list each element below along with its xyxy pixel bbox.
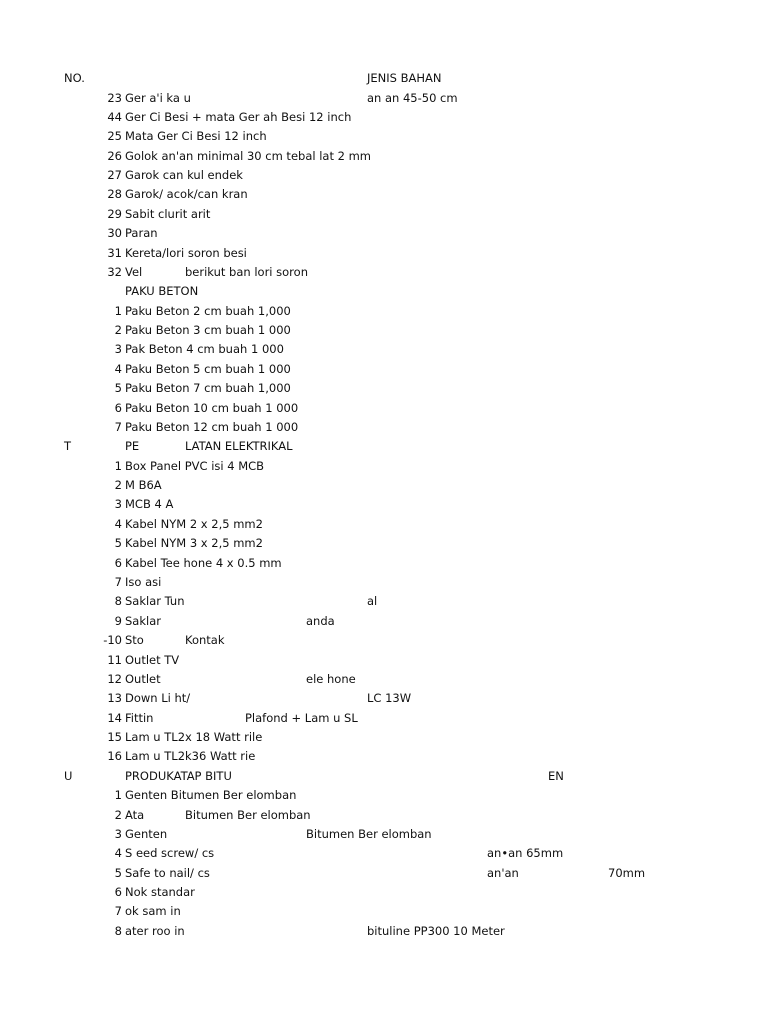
table-row (0, 244, 768, 263)
row-number: 6 (114, 555, 122, 570)
table-row (0, 825, 768, 844)
table-row (0, 418, 768, 437)
item-name: ok sam in (125, 904, 181, 919)
row-number: 25 (107, 129, 122, 144)
item-name: Ata (125, 807, 145, 822)
table-row (0, 844, 768, 863)
table-row (0, 534, 768, 553)
table-row (0, 263, 768, 282)
item-name: Paku Beton 5 cm buah 1 000 (125, 361, 291, 376)
row-number: 8 (114, 923, 122, 938)
row-number: 27 (107, 168, 122, 183)
row-number: 14 (107, 710, 122, 725)
table-row (0, 457, 768, 476)
item-detail: ele hone (306, 671, 356, 686)
table-row (0, 573, 768, 592)
item-name: Safe to nail/ cs (125, 865, 210, 880)
table-row (0, 554, 768, 573)
item-name: Paku Beton 10 cm buah 1 000 (125, 400, 299, 415)
table-row (0, 340, 768, 359)
item-name: Saklar Tun (125, 594, 185, 609)
row-number: 15 (107, 730, 122, 745)
item-name: ater roo in (125, 923, 185, 938)
item-name: Sto (125, 633, 144, 648)
row-number: 44 (107, 109, 122, 124)
row-number: 30 (107, 226, 122, 241)
item-name: MCB 4 A (125, 497, 174, 512)
item-name: Paku Beton 12 cm buah 1 000 (125, 419, 299, 434)
item-detail: berikut ban lori soron (185, 264, 308, 279)
row-number: 4 (114, 846, 122, 861)
row-number: 3 (114, 826, 122, 841)
item-name: Genten (125, 826, 168, 841)
item-name: Golok an'an minimal 30 cm tebal lat 2 mm (125, 148, 371, 163)
row-number: 26 (107, 148, 122, 163)
row-number: 3 (114, 342, 122, 357)
row-number: 29 (107, 206, 122, 221)
item-detail: EN (548, 768, 564, 783)
row-number: 9 (114, 613, 122, 628)
item-name: Nok standar (125, 885, 195, 900)
table-row (0, 437, 768, 456)
row-number: 8 (114, 594, 122, 609)
row-number: 31 (107, 245, 122, 260)
row-number: 3 (114, 497, 122, 512)
row-number: 4 (114, 361, 122, 376)
table-row (0, 786, 768, 805)
table-row (0, 282, 768, 301)
item-detail: anda (306, 613, 335, 628)
table-row (0, 651, 768, 670)
table-row (0, 689, 768, 708)
row-number: 7 (114, 575, 122, 589)
item-detail: LC 13W (367, 691, 412, 706)
row-number: 2 (114, 323, 122, 338)
row-number: 7 (114, 419, 122, 434)
table-row (0, 902, 768, 921)
item-name: Kereta/lori soron besi (125, 245, 247, 260)
row-number: 7 (114, 904, 122, 919)
table-row (0, 747, 768, 766)
row-number: 23 (107, 90, 122, 105)
item-name: Paku Beton 7 cm buah 1,000 (125, 381, 291, 396)
item-name: PRODUKATAP BITU (125, 768, 232, 783)
row-number: 32 (107, 264, 122, 279)
table-row (0, 728, 768, 747)
item-name: Pak Beton 4 cm buah 1 000 (125, 342, 284, 357)
row-number: 16 (107, 749, 122, 764)
item-name: Vel (125, 264, 143, 279)
item-name: Down Li ht/ (125, 691, 191, 706)
item-detail: al (367, 594, 378, 609)
item-name: Paku Beton 3 cm buah 1 000 (125, 323, 291, 338)
table-row (0, 108, 768, 127)
row-number: 6 (114, 885, 122, 900)
row-number: 5 (114, 865, 122, 880)
table-row (0, 360, 768, 379)
item-name: Saklar (125, 613, 161, 628)
item-name: Garok/ acok/can kran (125, 187, 248, 202)
item-name: Paran (125, 226, 158, 241)
table-row (0, 709, 768, 728)
row-number: 28 (107, 187, 122, 202)
row-number: 13 (107, 691, 122, 706)
row-number: 1 (114, 788, 122, 803)
table-row (0, 806, 768, 825)
table-row (0, 883, 768, 902)
row-number: 11 (107, 652, 122, 667)
item-name: Outlet TV (125, 652, 180, 667)
item-name: Mata Ger Ci Besi 12 inch (125, 129, 267, 144)
item-name: Ger Ci Besi + mata Ger ah Besi 12 inch (125, 109, 352, 124)
table-row (0, 379, 768, 398)
section-letter: U (64, 768, 73, 783)
item-name: Lam u TL2k36 Watt rie (125, 749, 256, 764)
item-detail: bituline PP300 10 Meter (367, 923, 505, 938)
item-name: M B6A (125, 478, 162, 493)
item-detail: Bitumen Ber elomban (185, 807, 311, 822)
item-detail: an an 45-50 cm (367, 90, 458, 105)
table-row (0, 147, 768, 166)
table-row (0, 185, 768, 204)
table-row (0, 495, 768, 514)
item-detail: LATAN ELEKTRIKAL (185, 439, 293, 454)
item-name: Kabel NYM 2 x 2,5 mm2 (125, 516, 263, 531)
header-row (0, 69, 768, 88)
item-detail: Kontak (185, 633, 225, 648)
table-row (0, 166, 768, 185)
item-name: Sabit clurit arit (125, 206, 211, 221)
item-name: Outlet (125, 671, 161, 686)
table-row (0, 476, 768, 495)
item-detail: Bitumen Ber elomban (306, 826, 432, 841)
row-number: 12 (107, 671, 122, 686)
item-name: Iso asi (125, 575, 162, 589)
row-number: 6 (114, 400, 122, 415)
table-row (0, 399, 768, 418)
item-name: Kabel NYM 3 x 2,5 mm2 (125, 536, 263, 551)
table-row (0, 612, 768, 631)
row-number: 5 (114, 536, 122, 551)
item-name: PAKU BETON (125, 284, 199, 299)
item-name: Fittin (125, 710, 154, 725)
table-row (0, 127, 768, 146)
section-letter: T (64, 439, 72, 454)
table-row (0, 224, 768, 243)
item-name: S eed screw/ cs (125, 846, 215, 861)
item-detail: an•an 65mm (487, 846, 564, 861)
table-row (0, 767, 768, 786)
table-row (0, 205, 768, 224)
table-row (0, 89, 768, 108)
table-row (0, 631, 768, 650)
table-row (0, 922, 768, 941)
item-name: Genten Bitumen Ber elomban (125, 788, 297, 803)
row-number: 1 (114, 303, 122, 318)
item-name: Ger a'i ka u (125, 90, 191, 105)
row-number: 2 (114, 478, 122, 493)
header-no: NO. (64, 71, 85, 85)
table-row (0, 592, 768, 611)
row-number: 2 (114, 807, 122, 822)
row-number: 5 (114, 381, 122, 396)
header-jenis-bahan: JENIS BAHAN (367, 71, 442, 85)
item-name: Box Panel PVC isi 4 MCB (125, 458, 265, 473)
item-name: Kabel Tee hone 4 x 0.5 mm (125, 555, 282, 570)
item-name: Lam u TL2x 18 Watt rile (125, 730, 263, 745)
table-row (0, 864, 768, 883)
item-name: Garok can kul endek (125, 168, 243, 183)
item-name: PE (125, 439, 140, 454)
table-row (0, 515, 768, 534)
table-row (0, 302, 768, 321)
row-number: -10 (103, 633, 122, 648)
item-detail: 70mm (608, 865, 646, 880)
item-detail: Plafond + Lam u SL (245, 710, 358, 725)
item-detail: an'an (487, 865, 519, 880)
row-number: 1 (114, 458, 122, 473)
table-row (0, 670, 768, 689)
item-name: Paku Beton 2 cm buah 1,000 (125, 303, 291, 318)
row-number: 4 (114, 516, 122, 531)
table-row (0, 321, 768, 340)
